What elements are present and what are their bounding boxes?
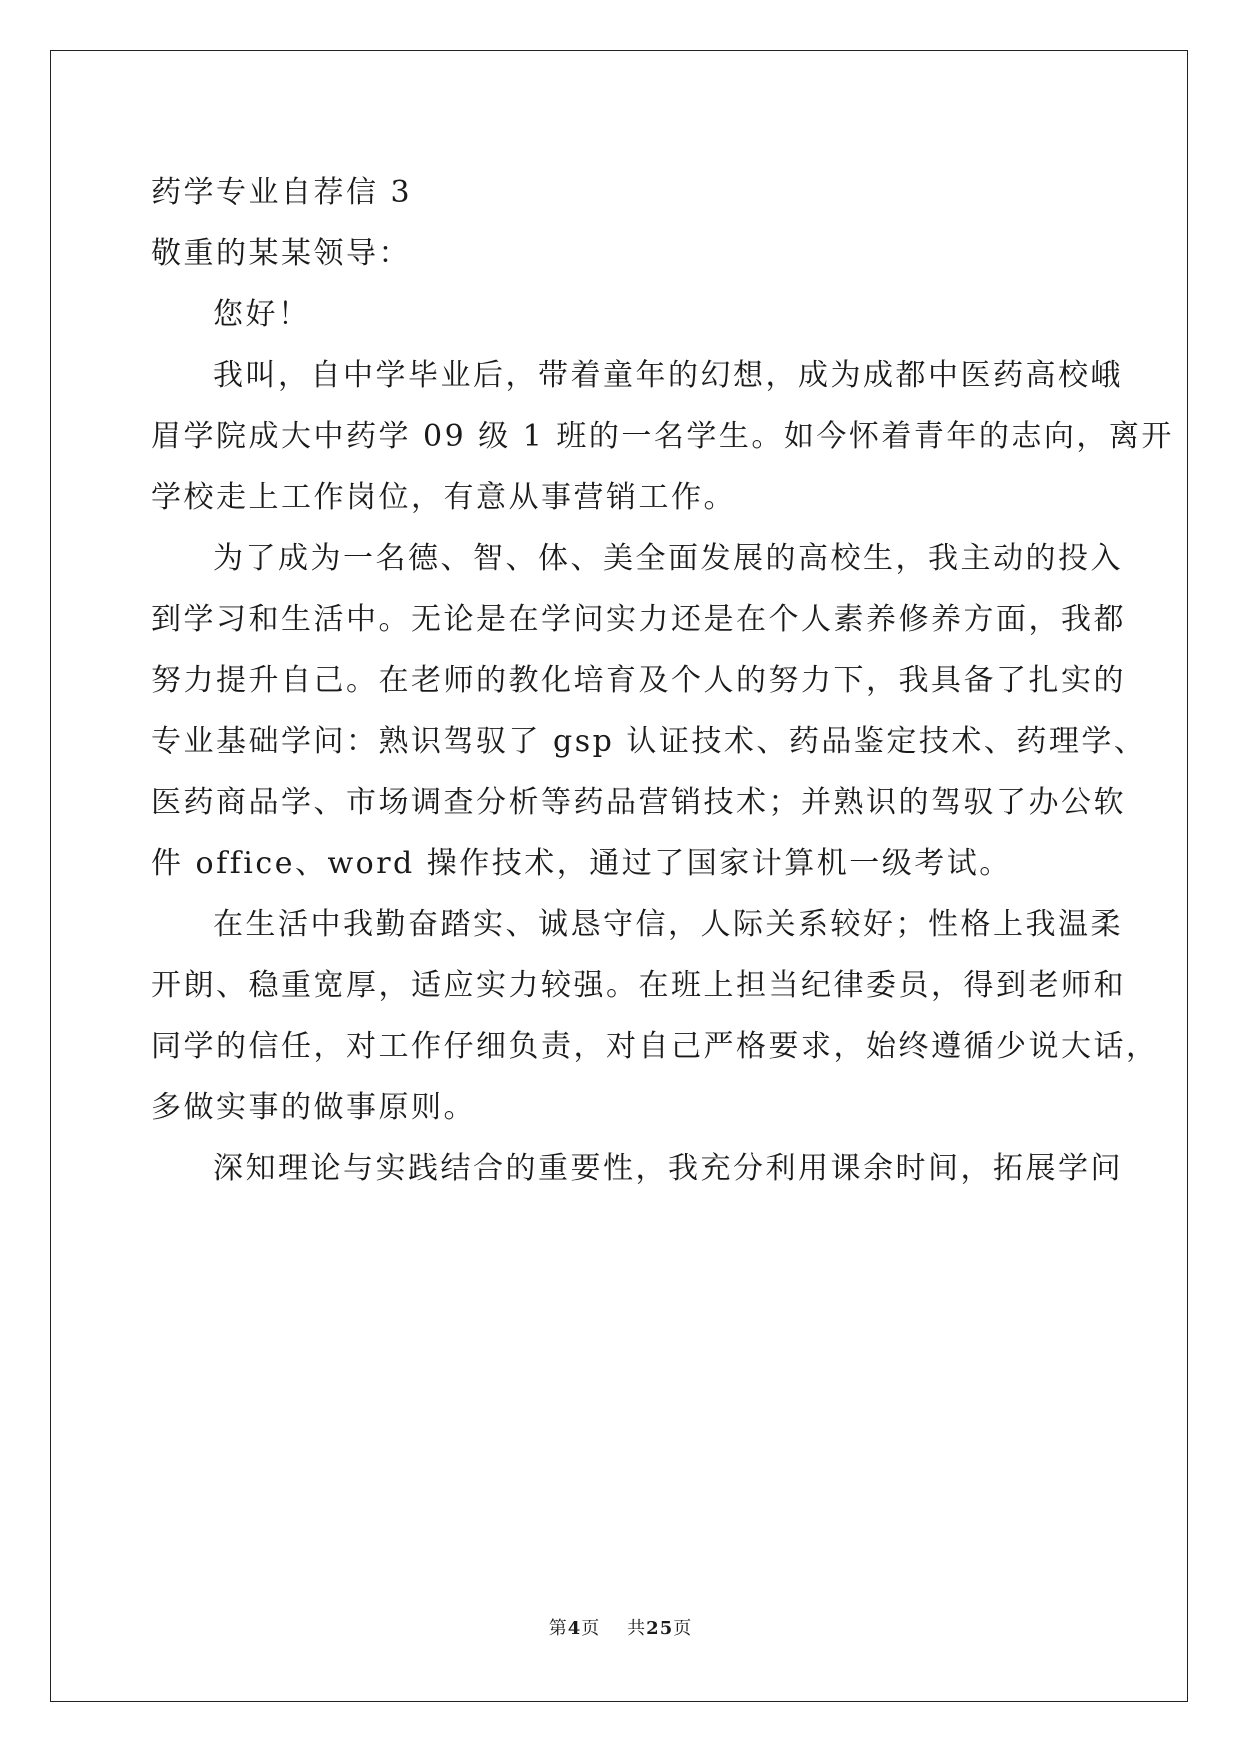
text-line: 开朗、稳重宽厚，适应实力较强。在班上担当纪律委员，得到老师和 (151, 968, 1126, 1003)
text-line: 在生活中我勤奋踏实、诚恳守信，人际关系较好；性格上我温柔 (213, 907, 1123, 942)
total-suffix: 页 (673, 1618, 693, 1639)
text-line: 学校走上工作岗位，有意从事营销工作。 (151, 480, 736, 515)
total-pages: 25 (646, 1618, 674, 1639)
text-line: 到学习和生活中。无论是在学问实力还是在个人素养修养方面，我都 (151, 602, 1126, 637)
text-line: 深知理论与实践结合的重要性，我充分利用课余时间，拓展学问 (213, 1151, 1123, 1186)
text-line: 为了成为一名德、智、体、美全面发展的高校生，我主动的投入 (213, 541, 1123, 576)
page-suffix: 页 (581, 1618, 601, 1639)
document-body (151, 162, 1174, 1199)
text-line: 我叫，自中学毕业后，带着童年的幻想，成为成都中医药高校峨 (213, 358, 1123, 393)
text-line: 多做实事的做事原则。 (151, 1090, 476, 1125)
letter-paragraphs (151, 345, 1174, 1199)
total-prefix: 共 (627, 1618, 647, 1639)
text-line: 同学的信任，对工作仔细负责，对自己严格要求，始终遵循少说大话， (151, 1029, 1159, 1064)
salutation: 敬重的某某领导： (151, 236, 411, 271)
text-line: 专业基础学问：熟识驾驭了 gsp 认证技术、药品鉴定技术、药理学、 (151, 724, 1147, 759)
page-number: 4 (567, 1618, 582, 1639)
document-title: 药学专业自荐信 3 (151, 175, 413, 210)
text-line: 医药商品学、市场调查分析等药品营销技术；并熟识的驾驭了办公软 (151, 785, 1126, 820)
greeting: 您好！ (213, 297, 311, 332)
page-prefix: 第 (548, 1618, 568, 1639)
text-line: 努力提升自己。在老师的教化培育及个人的努力下，我具备了扎实的 (151, 663, 1126, 698)
page-footer (0, 1614, 1241, 1640)
text-line: 件 office、word 操作技术，通过了国家计算机一级考试。 (151, 846, 1012, 881)
text-line: 眉学院成大中药学 09 级 1 班的一名学生。如今怀着青年的志向，离开 (151, 419, 1174, 454)
